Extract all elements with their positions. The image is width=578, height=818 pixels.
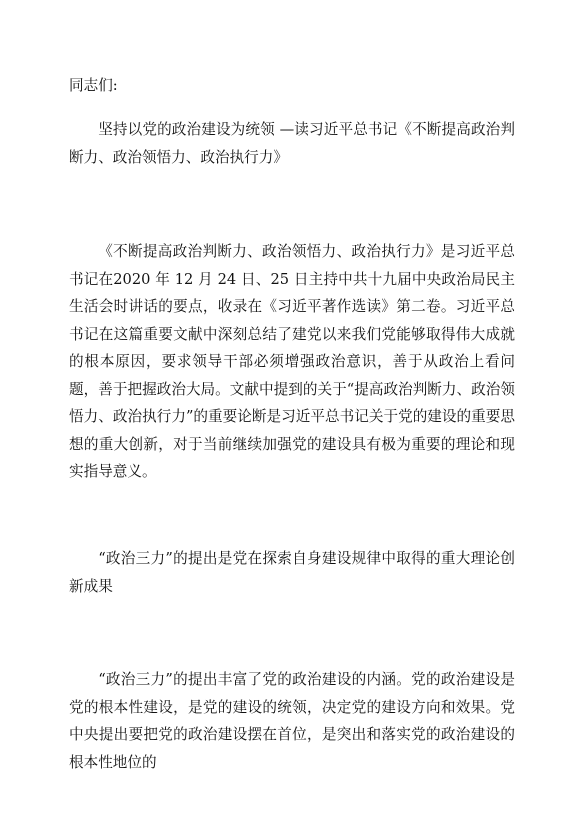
section-heading-political-three-powers: “政治三力”的提出是党在探索自身建设规律中取得的重大理论创新成果 [69, 550, 515, 595]
greeting: 同志们: [69, 77, 118, 94]
body-paragraph-intro: 《不断提高政治判断力、政治领悟力、政治执行力》是习近平总书记在2020 年 12 月 24 日、25 日主持中共十九届中央政治局民主生活会时讲话的要点，收录在《习近平著作选读》第二卷。习近平总书记在这篇重要文献中深刻总结了建党以来我们党能够取得伟大成就的根本原因，要求领导干部必须增强政治意识，善于从政治上看问题，善于把握政治大局。文献中提到的关于“提高政治判断力、政治领悟力、政治执行力”的重要论断是习近平总书记关于党的建设的重要思想的重大创新，对于当前继续加强党的建设具有极为重要的理论和现实指导意义。 [69, 243, 515, 480]
body-paragraph-political-construction: “政治三力”的提出丰富了党的政治建设的内涵。党的政治建设是党的根本性建设，是党的建设的统领，决定党的建设方向和效果。党中央提出要把党的政治建设摆在首位，是突出和落实党的政治建设的根本性地位的 [69, 671, 515, 771]
section-heading-title: 坚持以党的政治建设为统领 —读习近平总书记《不断提高政治判断力、政治领悟力、政治执行力》 [69, 121, 515, 166]
